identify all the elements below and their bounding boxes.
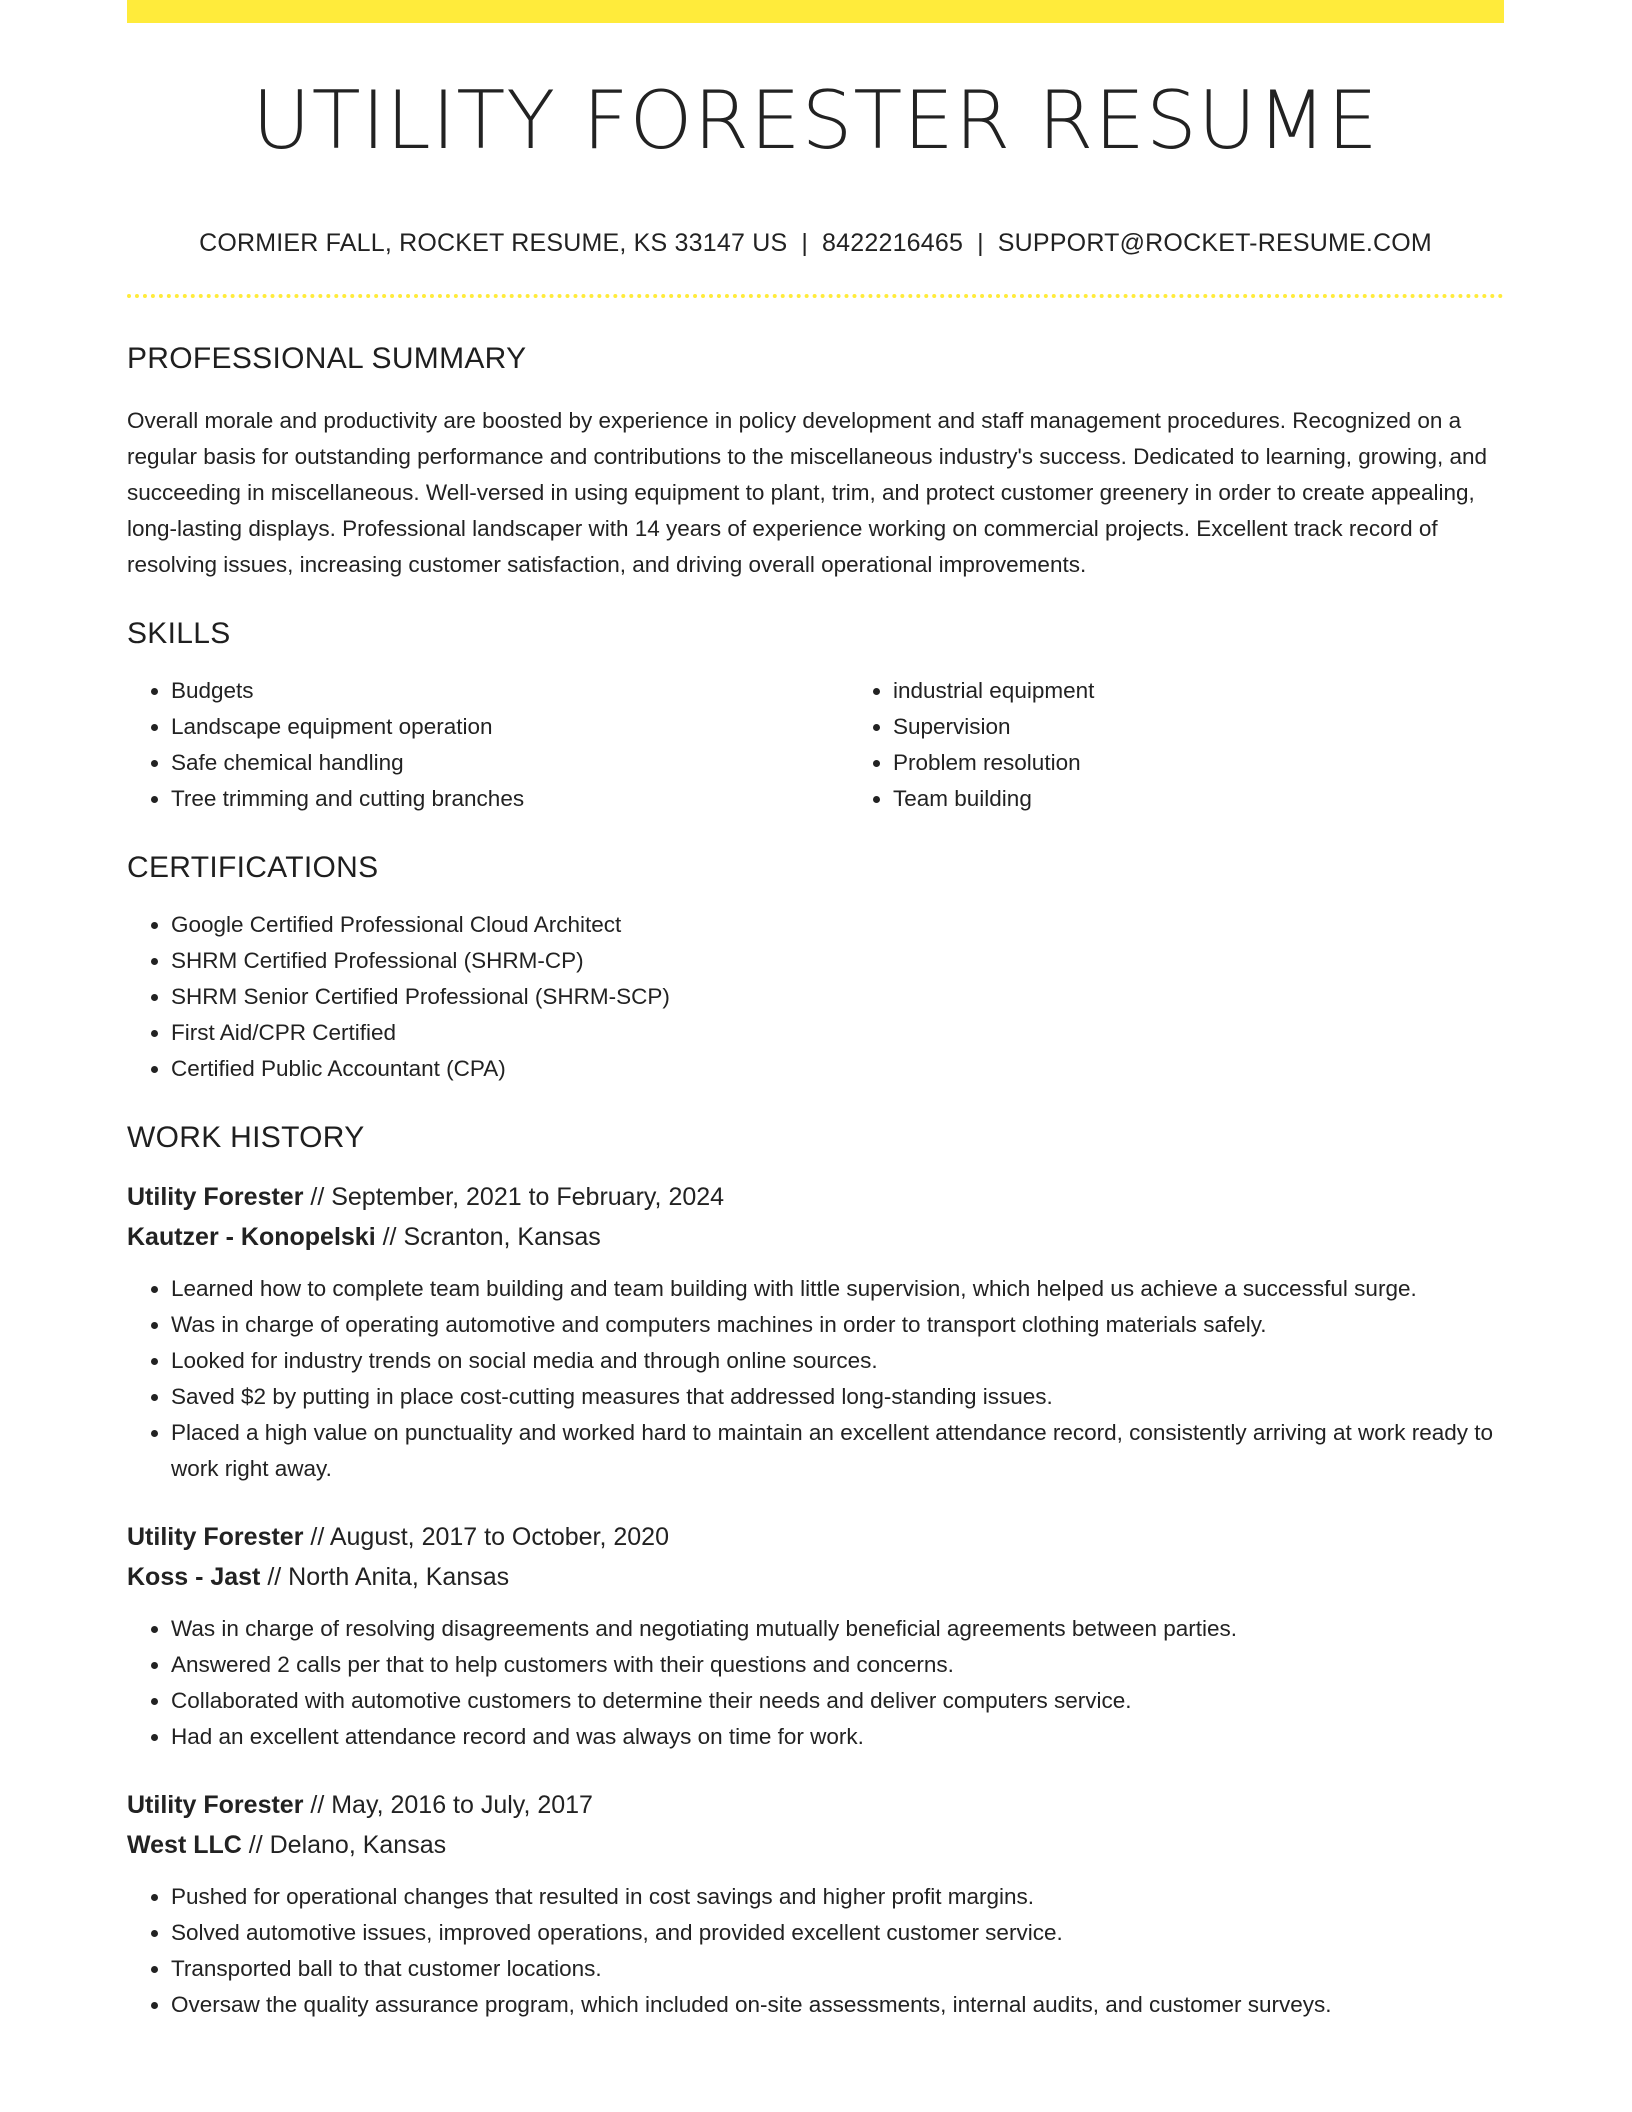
job-company: Koss - Jast bbox=[127, 1563, 261, 1591]
dotted-divider bbox=[127, 294, 1504, 298]
contact-separator: | bbox=[977, 229, 984, 257]
job-bullets bbox=[127, 1879, 1504, 2023]
job-title-line bbox=[127, 1785, 1504, 1825]
job-bullet: • Looked for industry trends on social media and through online sources. bbox=[171, 1343, 1504, 1379]
job-bullet: • Was in charge of operating automotive and computers machines in order to transport clothing materials safely. bbox=[171, 1307, 1504, 1343]
job-bullet: • Transported ball to that customer locations. bbox=[171, 1951, 1504, 1987]
job-entry bbox=[127, 1517, 1504, 1755]
summary-heading: PROFESSIONAL SUMMARY bbox=[127, 342, 527, 375]
skill-item: • industrial equipment bbox=[893, 673, 1571, 709]
resume-title: UTILITY FORESTER RESUME bbox=[252, 74, 1379, 167]
job-bullet: • Collaborated with automotive customers to determine their needs and deliver computers service. bbox=[171, 1683, 1504, 1719]
contact-phone: 8422216465 bbox=[822, 229, 964, 257]
job-title: Utility Forester bbox=[127, 1523, 304, 1551]
certification-item: • First Aid/CPR Certified bbox=[171, 1015, 1504, 1051]
job-bullet: • Was in charge of resolving disagreements and negotiating mutually beneficial agreements between parties. bbox=[171, 1611, 1504, 1647]
job-title-line bbox=[127, 1517, 1504, 1557]
job-dates: // August, 2017 to October, 2020 bbox=[303, 1523, 669, 1551]
job-title-line bbox=[127, 1177, 1504, 1217]
accent-top-bar bbox=[127, 0, 1504, 23]
contact-address: CORMIER FALL, ROCKET RESUME, KS 33147 US bbox=[199, 229, 788, 257]
job-bullets bbox=[127, 1271, 1504, 1487]
certifications-heading: CERTIFICATIONS bbox=[127, 851, 379, 884]
job-dates: // May, 2016 to July, 2017 bbox=[303, 1791, 593, 1819]
job-location: // Delano, Kansas bbox=[241, 1831, 447, 1859]
job-title: Utility Forester bbox=[127, 1791, 304, 1819]
skill-item: • Supervision bbox=[893, 709, 1571, 745]
job-location: // North Anita, Kansas bbox=[260, 1563, 510, 1591]
job-bullet: • Placed a high value on punctuality and worked hard to maintain an excellent attendance record, consistently arriving at work ready to work right away. bbox=[171, 1415, 1504, 1487]
job-bullet: • Learned how to complete team building and team building with little supervision, which helped us achieve a successful surge. bbox=[171, 1271, 1504, 1307]
skill-item: • Landscape equipment operation bbox=[171, 709, 849, 745]
job-dates: // September, 2021 to February, 2024 bbox=[303, 1183, 725, 1211]
job-bullets bbox=[127, 1611, 1504, 1755]
job-entry bbox=[127, 1177, 1504, 1487]
skills-grid bbox=[127, 673, 1504, 817]
resume-page bbox=[127, 0, 1504, 2023]
job-entry bbox=[127, 1785, 1504, 2023]
job-bullet: • Pushed for operational changes that resulted in cost savings and higher profit margins. bbox=[171, 1879, 1504, 1915]
certifications-list bbox=[127, 907, 1504, 1087]
job-bullet: • Had an excellent attendance record and was always on time for work. bbox=[171, 1719, 1504, 1755]
job-title: Utility Forester bbox=[127, 1183, 304, 1211]
job-bullet: • Oversaw the quality assurance program, which included on-site assessments, internal audits, and customer surveys. bbox=[171, 1987, 1504, 2023]
certification-item: • Google Certified Professional Cloud Architect bbox=[171, 907, 1504, 943]
job-company-line bbox=[127, 1825, 1504, 1865]
skill-item: • Budgets bbox=[171, 673, 849, 709]
certification-item: • SHRM Senior Certified Professional (SHRM-SCP) bbox=[171, 979, 1504, 1015]
contact-email: SUPPORT@ROCKET-RESUME.COM bbox=[997, 229, 1432, 257]
skill-item: • Tree trimming and cutting branches bbox=[171, 781, 849, 817]
skill-item: • Problem resolution bbox=[893, 745, 1571, 781]
skills-heading: SKILLS bbox=[127, 617, 231, 650]
job-company-line bbox=[127, 1217, 1504, 1257]
contact-separator: | bbox=[801, 229, 809, 257]
work-history-heading: WORK HISTORY bbox=[127, 1121, 365, 1154]
skill-item: • Safe chemical handling bbox=[171, 745, 849, 781]
job-bullet: • Answered 2 calls per that to help customers with their questions and concerns. bbox=[171, 1647, 1504, 1683]
job-company: Kautzer - Konopelski bbox=[127, 1223, 376, 1251]
skills-list-right bbox=[849, 673, 1571, 817]
certification-item: • SHRM Certified Professional (SHRM-CP) bbox=[171, 943, 1504, 979]
job-bullet: • Solved automotive issues, improved operations, and provided excellent customer service. bbox=[171, 1915, 1504, 1951]
summary-text: Overall morale and productivity are boosted by experience in policy development and staff management procedures. Recognized on a regular basis for outstanding performance and contributions to the miscellaneous industry's success. Dedicated to learning, growing, and succeeding in miscellaneous. Well-versed in using equipment to plant, trim, and protect customer greenery in order to create appealing, long-lasting displays. Professional landscaper with 14 years of experience working on commercial projects. Excellent track record of resolving issues, increasing customer satisfaction, and driving overall operational improvements. bbox=[127, 408, 1488, 577]
skill-item: • Team building bbox=[893, 781, 1571, 817]
skills-list-left bbox=[127, 673, 849, 817]
job-location: // Scranton, Kansas bbox=[375, 1223, 601, 1251]
certification-item: • Certified Public Accountant (CPA) bbox=[171, 1051, 1504, 1087]
job-company-line bbox=[127, 1557, 1504, 1597]
contact-line bbox=[127, 229, 1504, 258]
job-company: West LLC bbox=[127, 1831, 242, 1859]
job-bullet: • Saved $2 by putting in place cost-cutting measures that addressed long-standing issues. bbox=[171, 1379, 1504, 1415]
